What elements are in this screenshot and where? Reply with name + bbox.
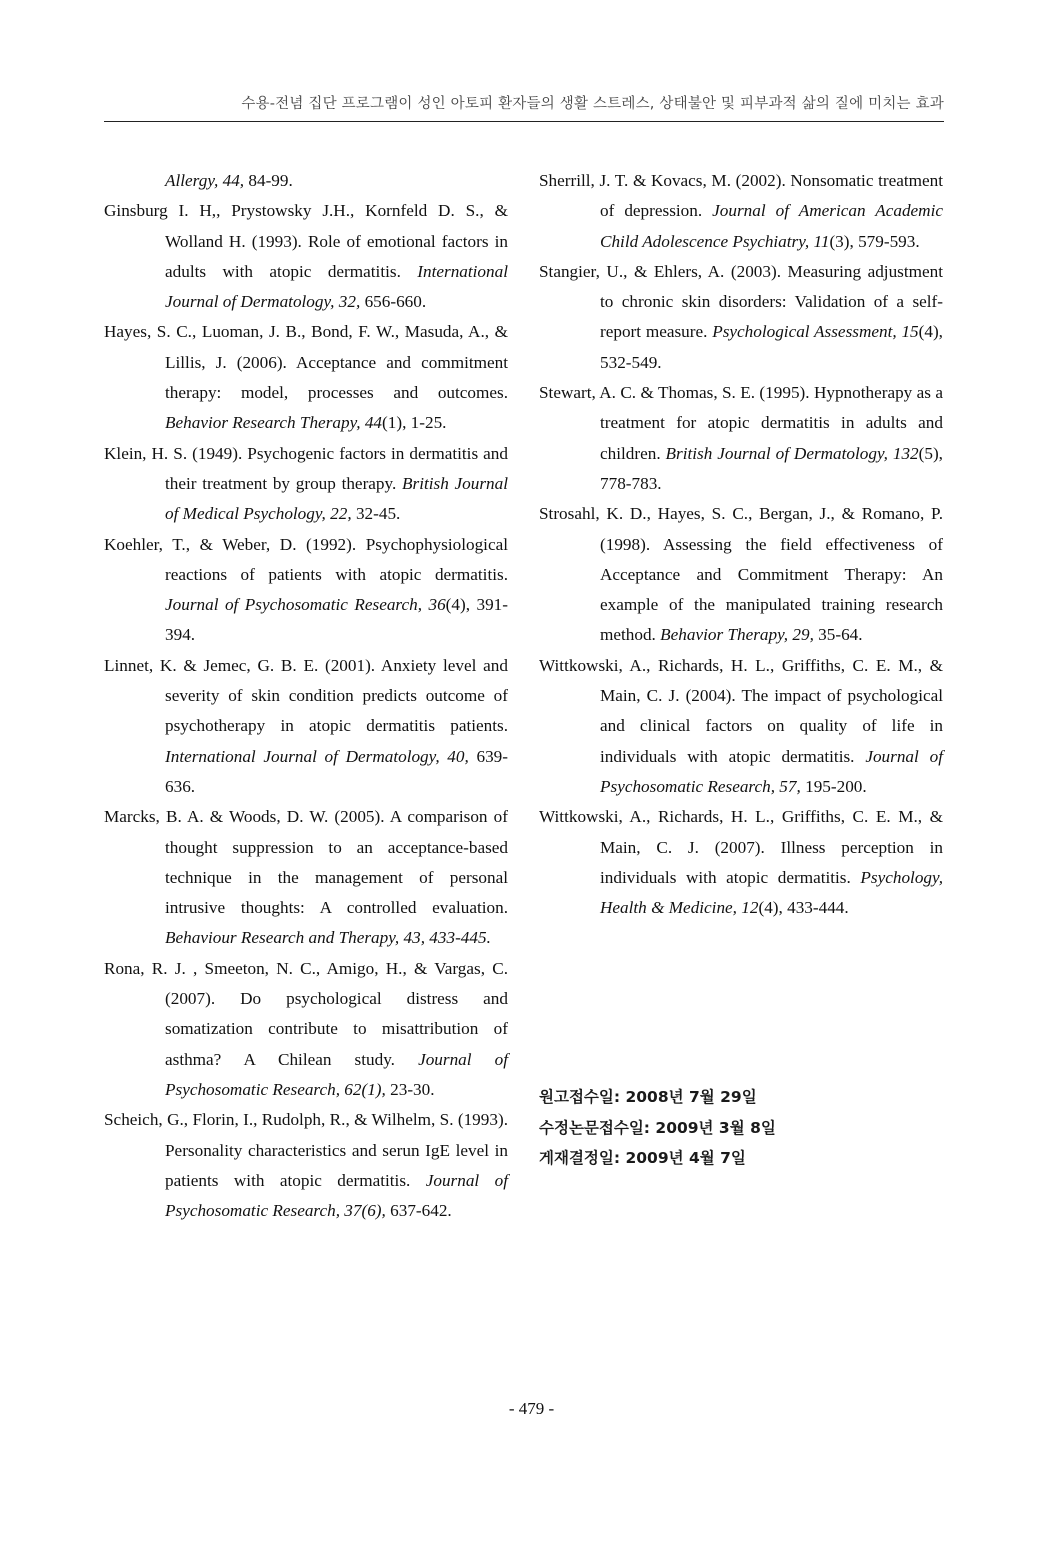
reference-entry: Ginsburg I. H,, Prystowsky J.H., Kornfeld D. S., & Wolland H. (1993). Role of emotional factors in adults with atopic dermatitis. International Journal of Dermatology, 32, 656-660. bbox=[104, 201, 508, 312]
running-title: 수용-전념 집단 프로그램이 성인 아토피 환자들의 생활 스트레스, 상태불안 및 피부과적 삶의 질에 미치는 효과 bbox=[241, 96, 944, 112]
reference-entry: Rona, R. J. , Smeeton, N. C., Amigo, H., & Vargas, C. (2007). Do psychological distress and somatization contribute to misattribution of asthma? A Chilean study. Journal of Psychosomatic Research, 62(1), 23-30. bbox=[104, 958, 508, 1099]
reference-entry: Wittkowski, A., Richards, H. L., Griffiths, C. E. M., & Main, C. J. (2004). The impact of psychological and clinical factors on quality of life in individuals with atopic dermatitis. Journal of Psychosomatic Research, 57, 195-200. bbox=[539, 655, 943, 796]
references-right-column bbox=[539, 166, 943, 923]
reference-entry: Wittkowski, A., Richards, H. L., Griffiths, C. E. M., & Main, C. J. (2007). Illness perception in individuals with atopic dermatitis. Psychology, Health & Medicine, 12(4), 433-444. bbox=[539, 807, 943, 918]
reference-entry: Linnet, K. & Jemec, G. B. E. (2001). Anxiety level and severity of skin condition predicts outcome of psychotherapy in atopic dermatitis patients. International Journal of Dermatology, 40, 639-636. bbox=[104, 655, 508, 796]
reference-entry: Allergy, 44, 84-99. bbox=[165, 171, 293, 190]
reference-entry: Klein, H. S. (1949). Psychogenic factors in dermatitis and their treatment by group therapy. British Journal of Medical Psychology, 22, 32-45. bbox=[104, 443, 509, 524]
references-left-column bbox=[104, 166, 508, 1226]
reference-entry: Strosahl, K. D., Hayes, S. C., Bergan, J., & Romano, P. (1998). Assessing the field effectiveness of Acceptance and Commitment Therapy: An example of the manipulated training research method. Behavior Therapy, 29, 35-64. bbox=[539, 504, 943, 645]
reference-entry: Hayes, S. C., Luoman, J. B., Bond, F. W., Masuda, A., & Lillis, J. (2006). Acceptance and commitment therapy: model, processes and outcomes. Behavior Research Therapy, 44(1), 1-25. bbox=[104, 322, 508, 433]
reference-entry: Koehler, T., & Weber, D. (1992). Psychophysiological reactions of patients with atopic dermatitis. Journal of Psychosomatic Research, 36(4), 391-394. bbox=[104, 534, 508, 645]
accepted-date: 게재결정일: 2009년 4월 7일 bbox=[539, 1149, 746, 1167]
reference-entry: Marcks, B. A. & Woods, D. W. (2005). A comparison of thought suppression to an acceptance-based technique in the management of personal intrusive thoughts: A controlled evaluation. Behaviour Research and Therapy, 43, 433-445. bbox=[104, 807, 508, 948]
submission-dates bbox=[539, 1082, 776, 1174]
header-rule bbox=[104, 121, 944, 122]
reference-entry: Stewart, A. C. & Thomas, S. E. (1995). Hypnotherapy as a treatment for atopic dermatitis in adults and children. British Journal of Dermatology, 132(5), 778-783. bbox=[539, 383, 943, 493]
revised-date: 수정논문접수일: 2009년 3월 8일 bbox=[539, 1118, 776, 1137]
reference-entry: Stangier, U., & Ehlers, A. (2003). Measuring adjustment to chronic skin disorders: Validation of a self-report measure. Psychological Assessment, 15(4), 532-549. bbox=[539, 261, 943, 372]
reference-entry: Sherrill, J. T. & Kovacs, M. (2002). Nonsomatic treatment of depression. Journal of American Academic Child Adolescence Psychiatry, 11(3), 579-593. bbox=[539, 171, 943, 251]
received-date: 원고접수일: 2008년 7월 29일 bbox=[539, 1088, 757, 1106]
reference-entry: Scheich, G., Florin, I., Rudolph, R., & Wilhelm, S. (1993). Personality characteristics and serun IgE level in patients with atopic dermatitis. Journal of Psychosomatic Research, 37(6), 637-642. bbox=[104, 1110, 508, 1221]
page-number: - 479 - bbox=[508, 1399, 555, 1418]
